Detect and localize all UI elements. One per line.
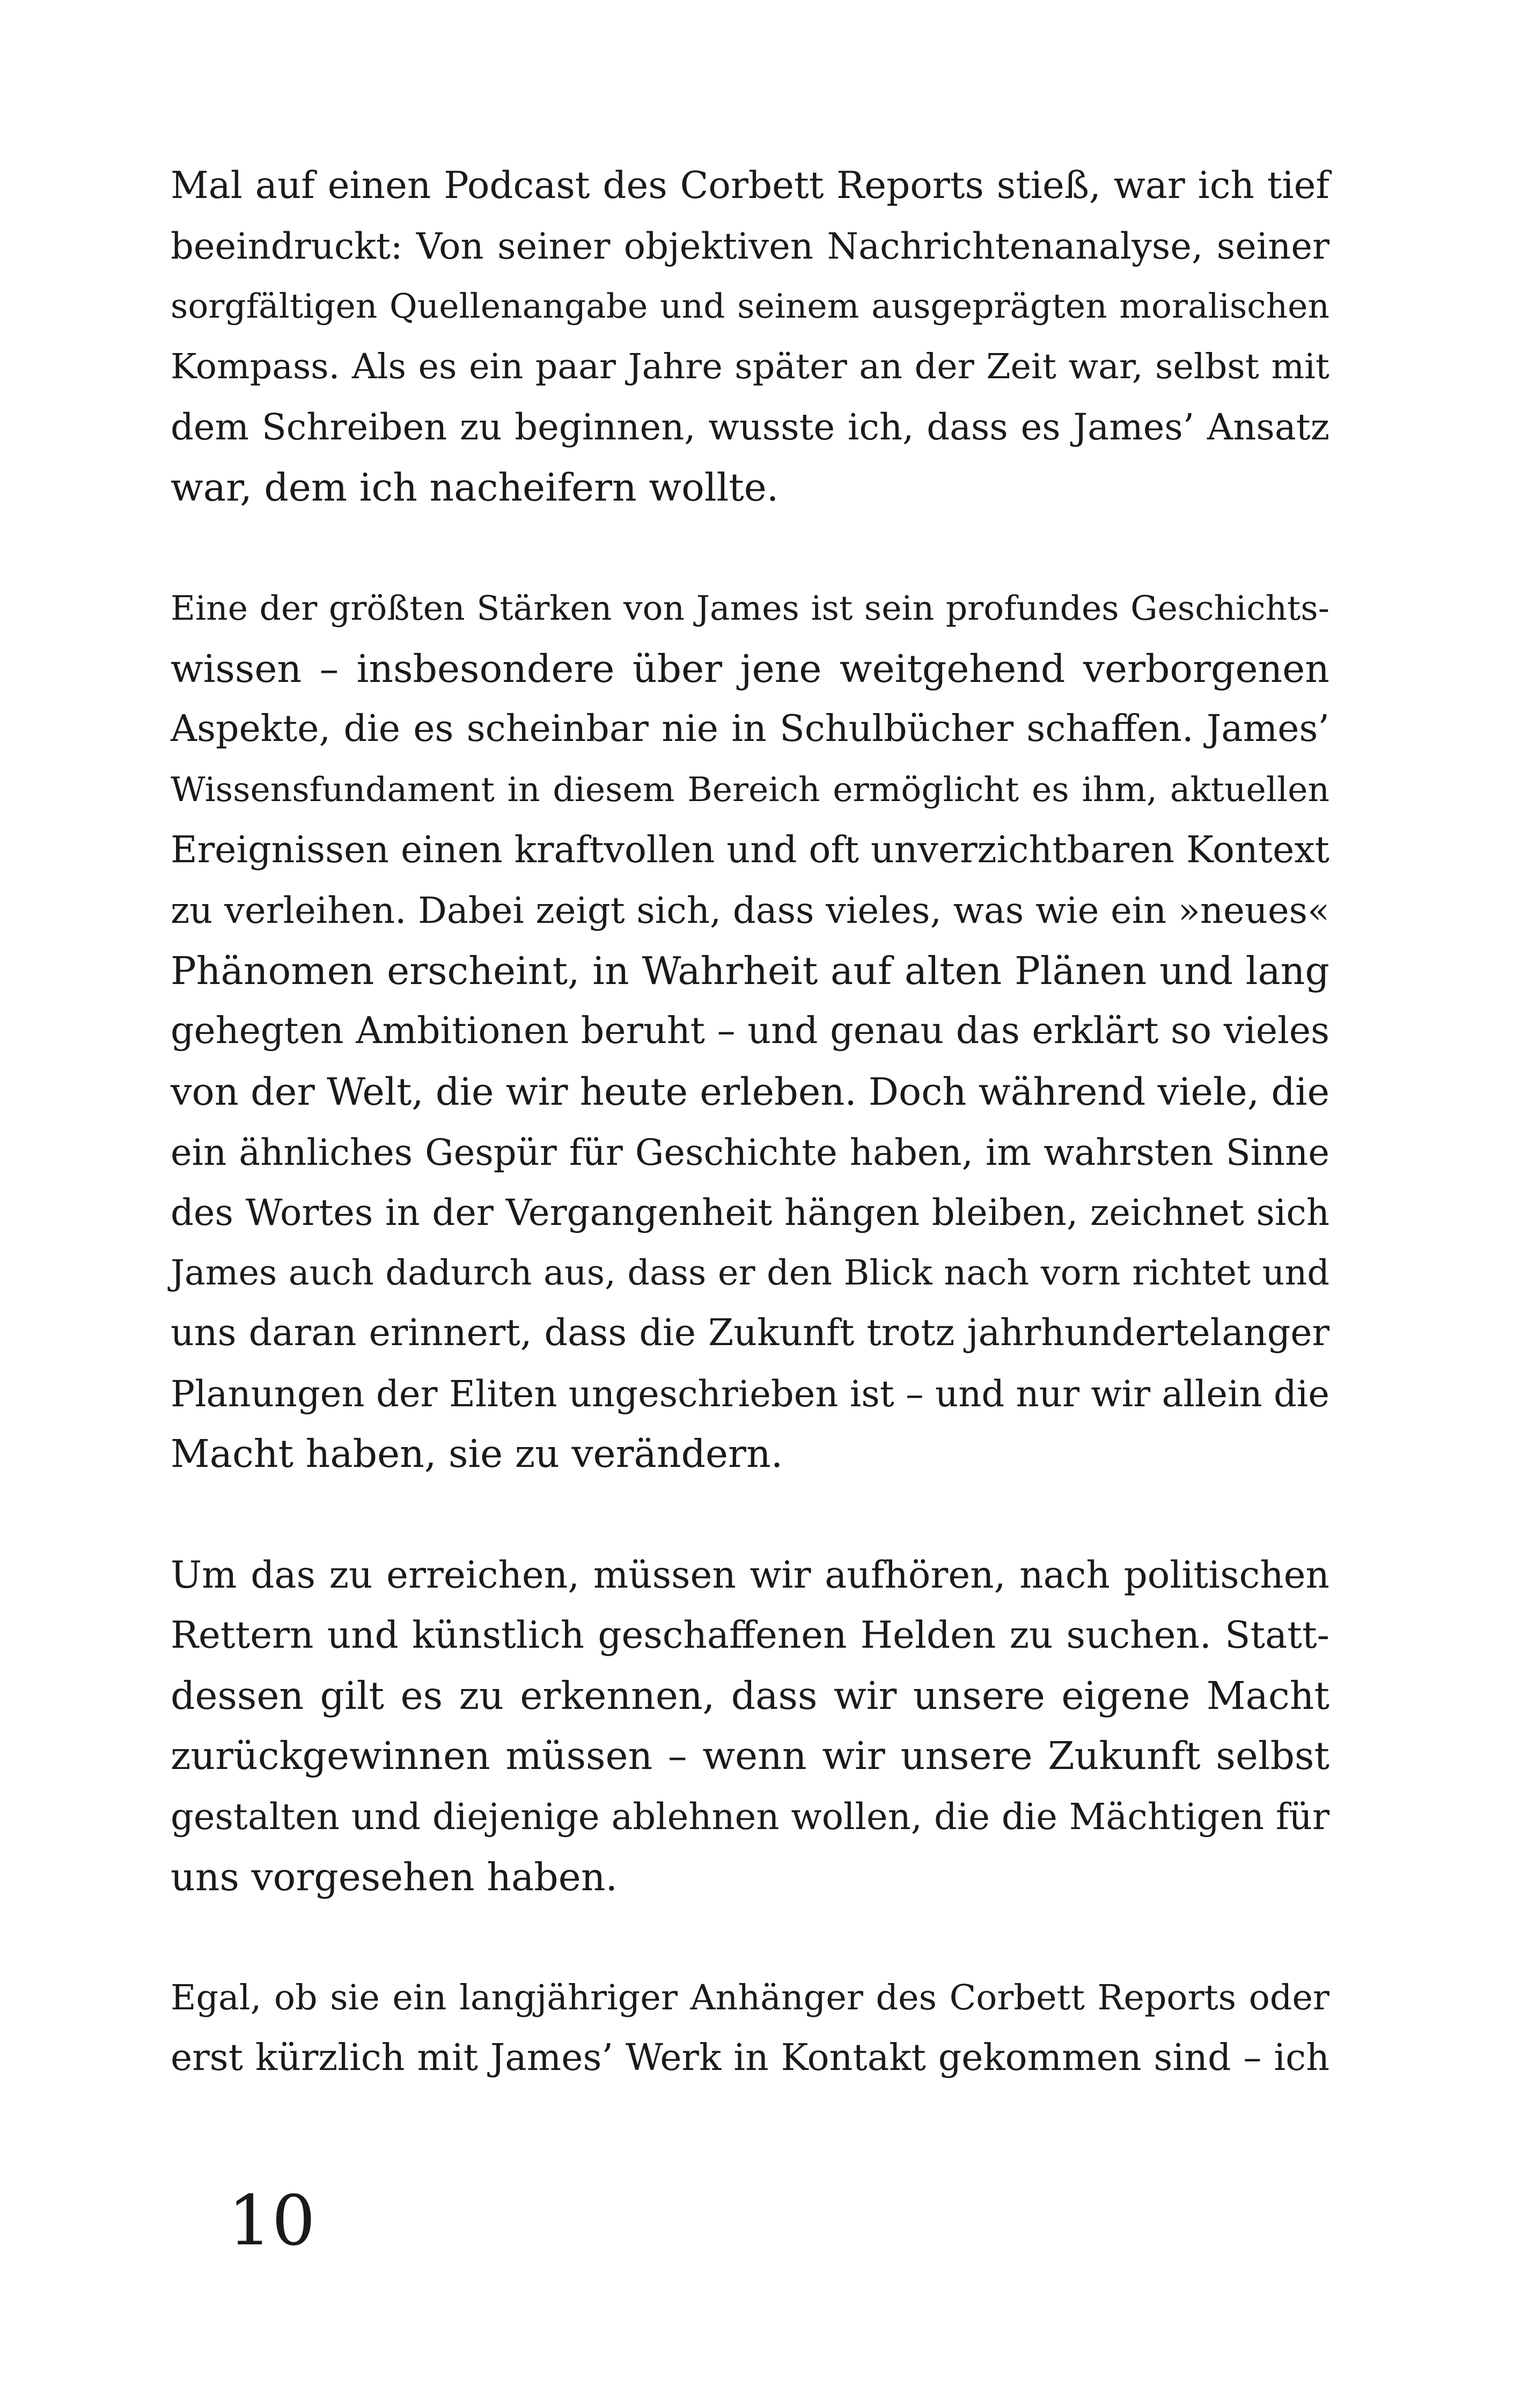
paragraph: [171, 1545, 1329, 1908]
text-line: James auch dadurch aus, dass er den Blick nach vorn richtet und: [171, 1252, 1329, 1293]
text-line: Macht haben, sie zu verändern.: [171, 1431, 783, 1477]
paragraph-gap: [171, 518, 1329, 579]
text-line: von der Welt, die wir heute erleben. Doch während viele, die: [171, 1069, 1329, 1114]
text-line: des Wortes in der Vergangenheit hängen bleiben, zeichnet sich: [171, 1192, 1329, 1234]
page-number: 10: [228, 2181, 315, 2261]
text-line: beeindruckt: Von seiner objektiven Nachrichtenanalyse, seiner: [171, 225, 1329, 267]
body-text: [171, 156, 1329, 2089]
text-line: Mal auf einen Podcast des Corbett Reports stieß, war ich tief: [171, 164, 1329, 207]
text-line: Ereignissen einen kraftvollen und oft unverzichtbaren Kontext: [171, 828, 1329, 871]
text-line: Aspekte, die es scheinbar nie in Schulbücher schaffen. James’: [171, 708, 1329, 751]
text-line: Wissensfundament in diesem Bereich ermöglicht es ihm, aktuellen: [171, 769, 1329, 809]
text-line: zurückgewinnen müssen – wenn wir unsere Zukunft selbst: [171, 1734, 1329, 1779]
text-line: uns vorgesehen haben.: [171, 1854, 618, 1899]
text-line: war, dem ich nacheifern wollte.: [171, 465, 779, 510]
text-line: wissen – insbesondere über jene weitgehend verborgenen: [171, 646, 1329, 691]
text-line: dessen gilt es zu erkennen, dass wir unsere eigene Macht: [171, 1673, 1329, 1718]
paragraph-gap: [171, 1485, 1329, 1545]
text-line: sorgfältigen Quellenangabe und seinem ausgeprägten moralischen: [171, 287, 1329, 326]
text-line: Eine der größten Stärken von James ist sein profundes Geschichts-: [171, 589, 1329, 628]
text-line: Um das zu erreichen, müssen wir aufhören, nach politischen: [171, 1553, 1329, 1597]
paragraph: [171, 578, 1329, 1485]
text-line: gehegten Ambitionen beruht – und genau das erklärt so vieles: [171, 1010, 1329, 1053]
text-line: Phänomen erscheint, in Wahrheit auf alten Plänen und lang: [171, 948, 1329, 993]
paragraph-gap: [171, 1907, 1329, 1968]
text-line: zu verleihen. Dabei zeigt sich, dass vieles, was wie ein »neues«: [171, 890, 1329, 932]
text-line: gestalten und diejenige ablehnen wollen, die die Mächtigen für: [171, 1796, 1329, 1838]
text-line: Kompass. Als es ein paar Jahre später an der Zeit war, selbst mit: [171, 346, 1329, 387]
text-line: Rettern und künstlich geschaffenen Helden zu suchen. Statt-: [171, 1614, 1329, 1657]
text-line: uns daran erinnert, dass die Zukunft trotz jahrhundertelanger: [171, 1312, 1329, 1355]
text-line: erst kürzlich mit James’ Werk in Kontakt gekommen sind – ich: [171, 2037, 1329, 2080]
paragraph: [171, 1968, 1329, 2089]
paragraph: [171, 156, 1329, 518]
text-line: dem Schreiben zu beginnen, wusste ich, dass es James’ Ansatz: [171, 406, 1329, 449]
text-line: Planungen der Eliten ungeschrieben ist – und nur wir allein die: [171, 1372, 1329, 1415]
text-line: Egal, ob sie ein langjähriger Anhänger des Corbett Reports oder: [171, 1977, 1329, 2018]
text-line: ein ähnliches Gespür für Geschichte haben, im wahrsten Sinne: [171, 1131, 1329, 1173]
